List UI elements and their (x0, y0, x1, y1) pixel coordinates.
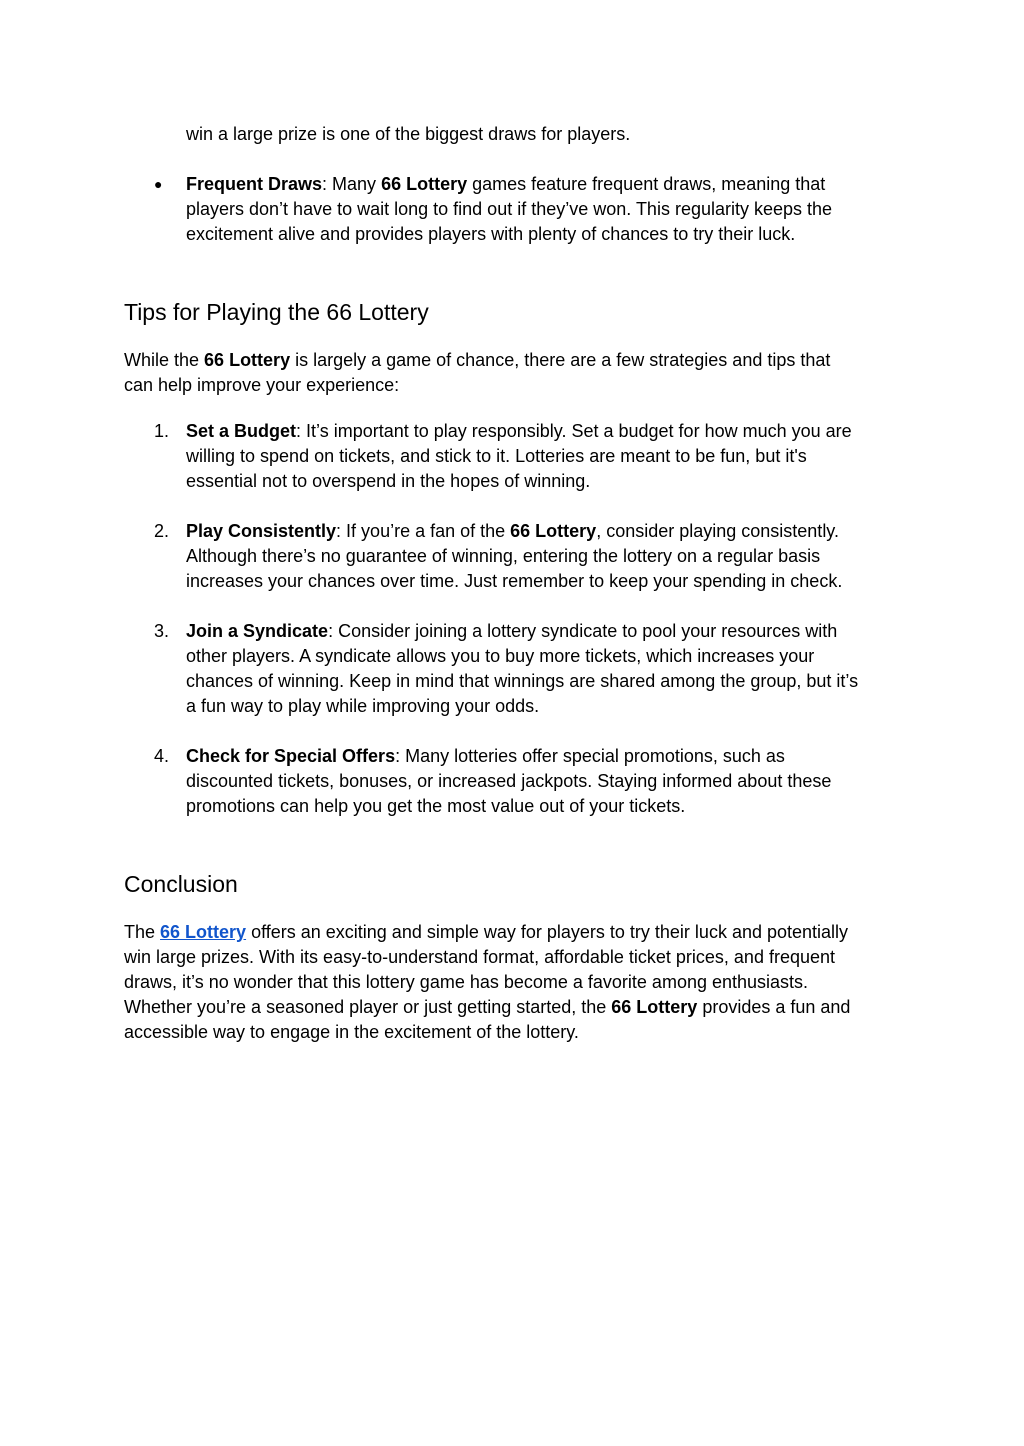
brand-name: 66 Lottery (381, 174, 468, 194)
list-item-set-a-budget: Set a Budget: It’s important to play responsibly. Set a budget for how much you are willing to spend on tickets, and stick to it. Lotteries are meant to be fun, but it's essential not to overspend in the hopes of winning. (186, 421, 852, 491)
bullet-item-frequent-draws (186, 172, 832, 247)
list-item-play-consistently: Play Consistently: If you’re a fan of the 66 Lottery, consider playing consistently. Although there’s no guarantee of winning, entering the lottery on a regular basis increases your chances over time. Just remember to keep your spending in check. (186, 521, 843, 591)
brand-name: 66 Lottery (204, 350, 291, 370)
continuation-line: win a large prize is one of the biggest draws for players. (186, 124, 631, 144)
brand-name: 66 Lottery (611, 997, 698, 1017)
bullet-title: Frequent Draws (186, 174, 323, 194)
list-item-check-for-special-offers: Check for Special Offers: Many lotteries offer special promotions, such as discounted tickets, bonuses, or increased jackpots. Staying informed about these promotions can help you get the most value out of your tickets. (186, 746, 832, 816)
section-heading-conclusion: Conclusion (124, 871, 238, 897)
list-item-title: Check for Special Offers (186, 746, 396, 766)
continuation-paragraph (186, 122, 630, 147)
list-item-join-a-syndicate: Join a Syndicate: Consider joining a lottery syndicate to pool your resources with other players. A syndicate allows you to buy more tickets, which increases your chances of winning. Keep in mind that winnings are shared among the group, but it’s a fun way to play while improving your odds. (186, 621, 859, 716)
bullet-line-3: excitement alive and provides players with plenty of chances to try their luck. (186, 224, 796, 244)
list-item-title: Join a Syndicate (186, 621, 329, 641)
66-lottery-link[interactable]: 66 Lottery (160, 922, 247, 942)
bullet-marker: ● (154, 176, 163, 192)
brand-name: 66 Lottery (510, 521, 597, 541)
conclusion-paragraph: The 66 Lottery offers an exciting and simple way for players to try their luck and potentially win large prizes. With its easy-to-understand format, affordable ticket prices, and frequent draws, it’s no wonder that this lottery game has become a favorite among enthusiasts. Whether you’re a seasoned player or just getting started, the 66 Lottery provides a fun and accessible way to engage in the excitement of the lottery. (124, 922, 851, 1042)
bullet-line-1: Frequent Draws: Many 66 Lottery games feature frequent draws, meaning that (186, 174, 826, 194)
tips-intro-paragraph: While the 66 Lottery is largely a game of chance, there are a few strategies and tips that can help improve your experience: (124, 350, 831, 395)
list-number: 1. (154, 421, 170, 441)
bullet-line-2: players don’t have to wait long to find out if they’ve won. This regularity keeps the (186, 199, 833, 219)
list-item-title: Set a Budget (186, 421, 297, 441)
list-number: 2. (154, 521, 170, 541)
list-item-title: Play Consistently (186, 521, 337, 541)
list-number: 3. (154, 621, 170, 641)
list-number: 4. (154, 746, 170, 766)
section-heading-tips: Tips for Playing the 66 Lottery (124, 299, 429, 325)
